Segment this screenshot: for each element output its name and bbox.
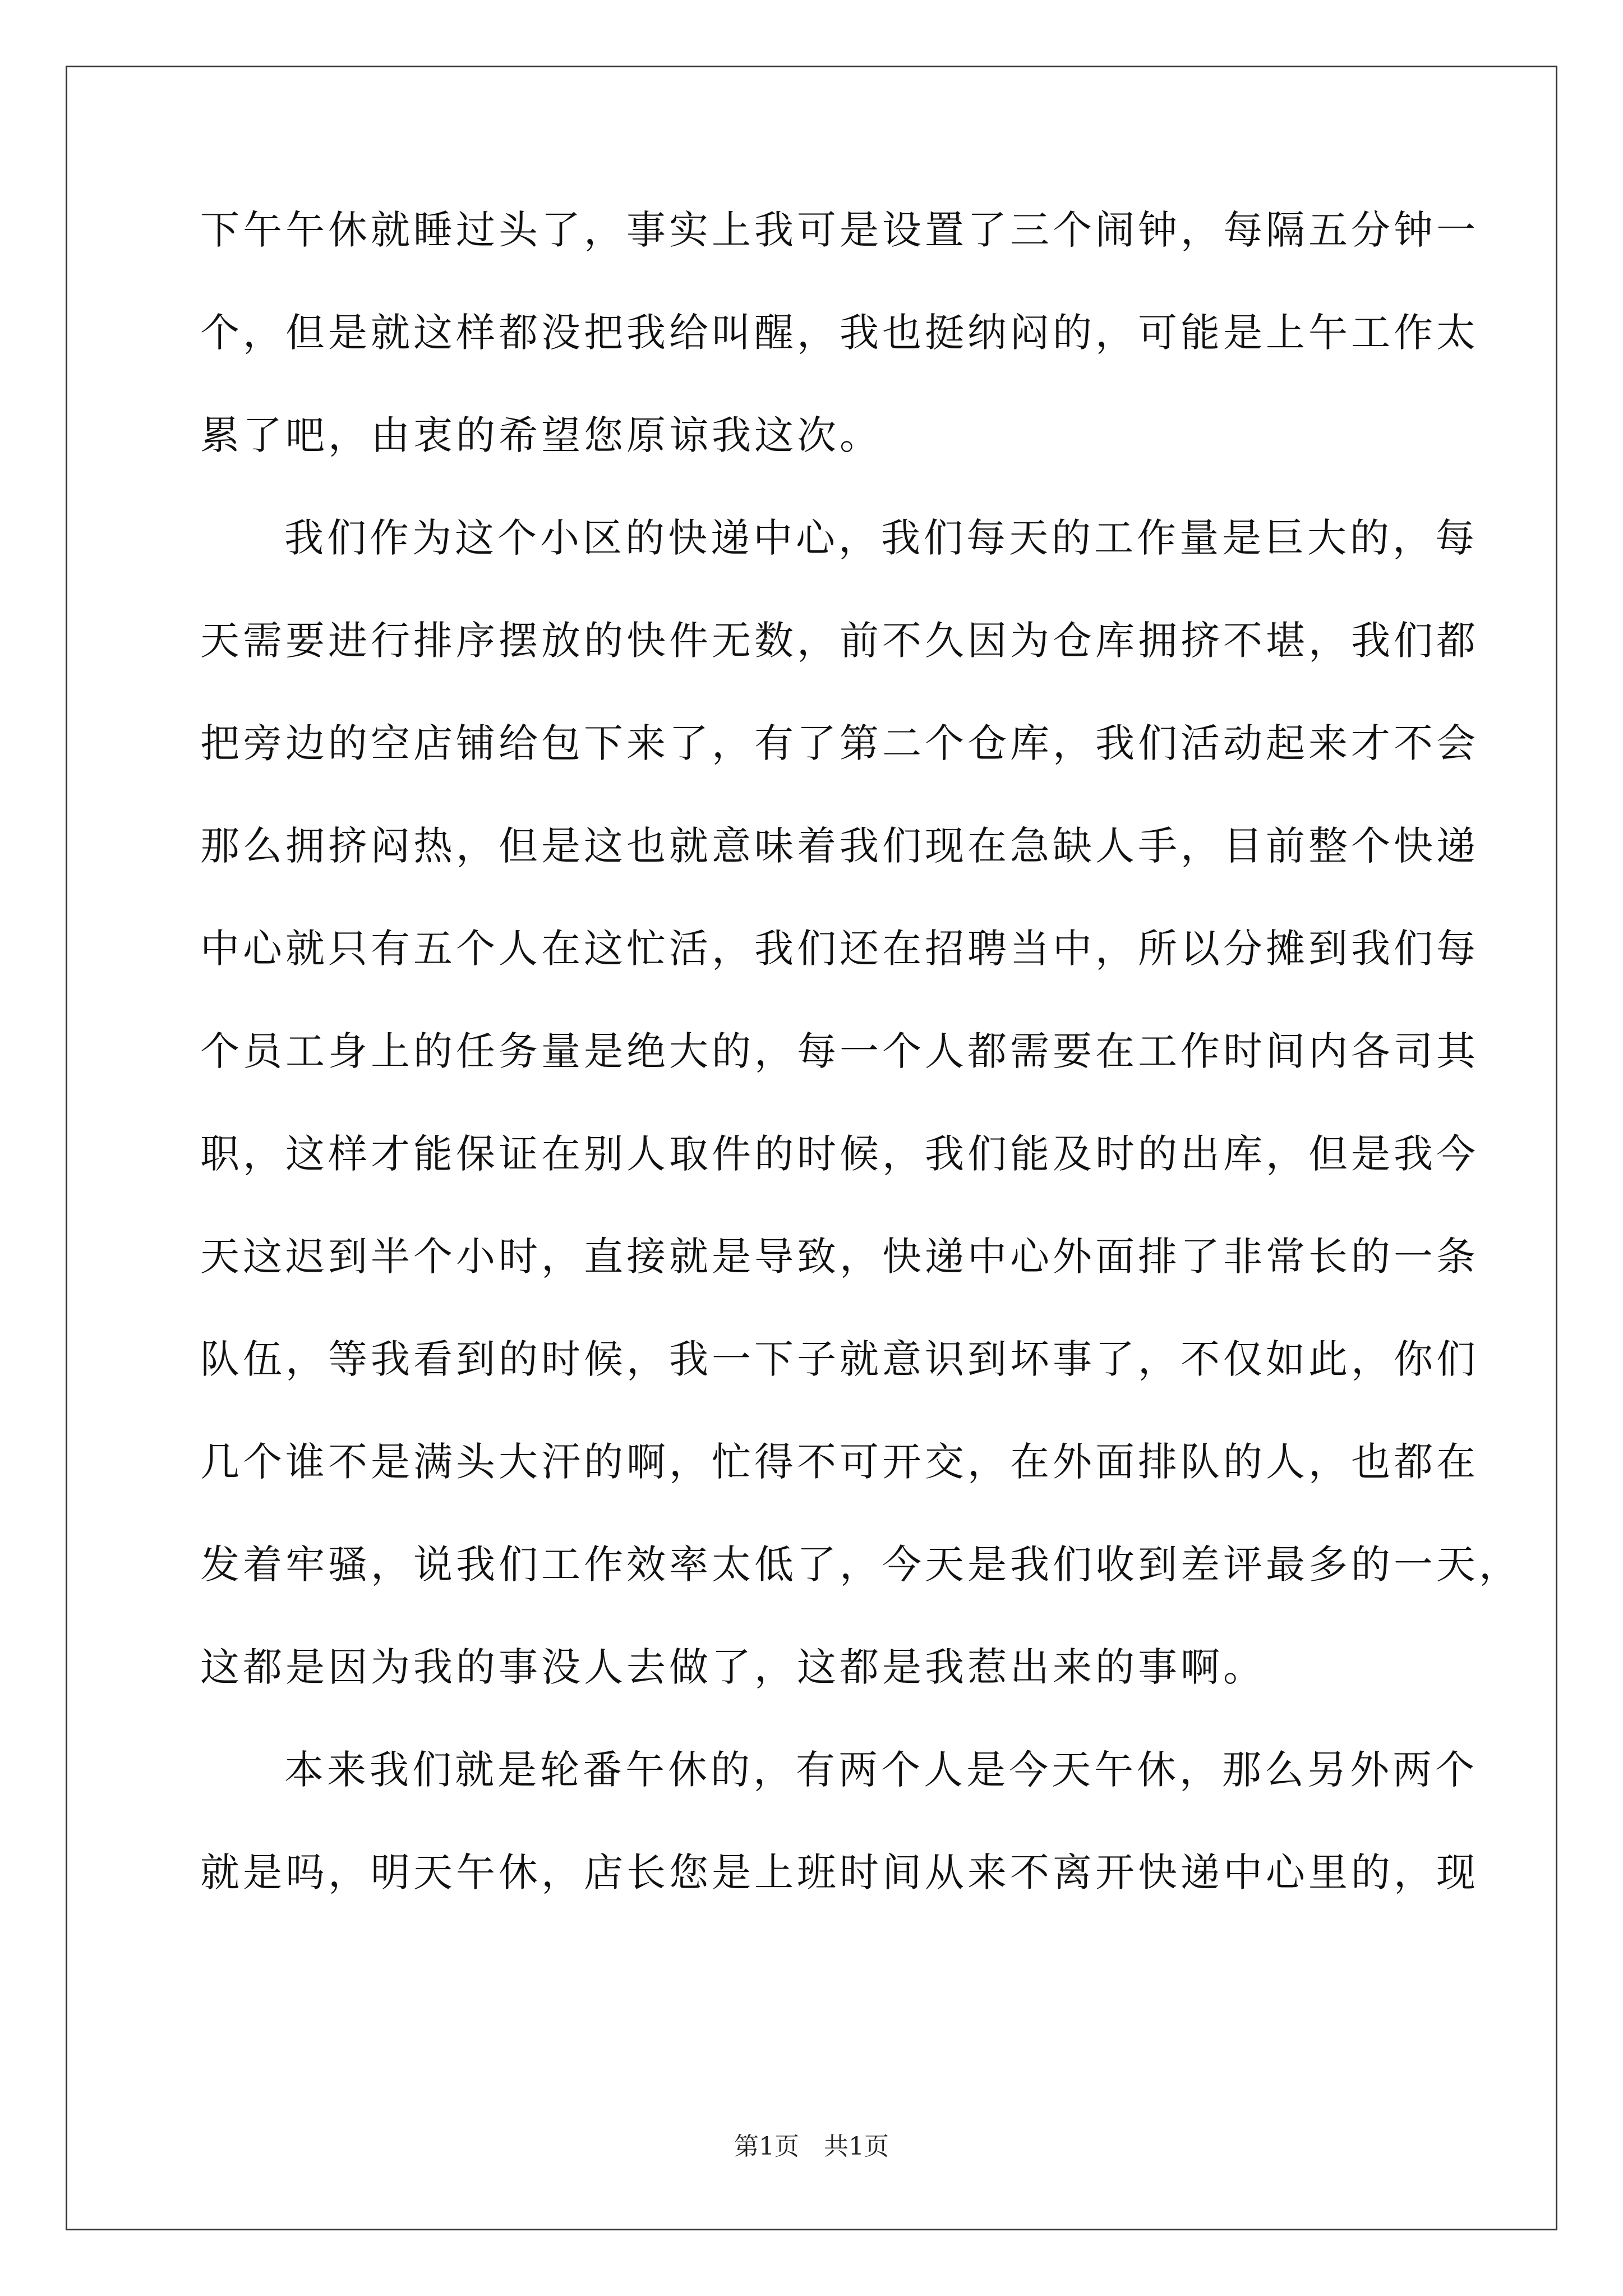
text-line-11: 天这迟到半个小时，直接就是导致，快递中心外面排了非常长的一条 [200, 1234, 1479, 1280]
text-line-1: 下午午休就睡过头了，事实上我可是设置了三个闹钟，每隔五分钟一 [200, 207, 1479, 253]
text-line-17: 就是吗，明天午休，店长您是上班时间从来不离开快递中心里的，现 [200, 1849, 1479, 1895]
text-line-2: 个，但是就这样都没把我给叫醒，我也挺纳闷的，可能是上午工作太 [200, 310, 1479, 356]
text-line-8: 中心就只有五个人在这忙活，我们还在招聘当中，所以分摊到我们每 [200, 926, 1479, 972]
page-number-footer: 第1页 共1页 [734, 2132, 889, 2161]
text-line-13: 几个谁不是满头大汗的啊，忙得不可开交，在外面排队的人，也都在 [200, 1439, 1479, 1485]
text-line-3: 累了吧，由衷的希望您原谅我这次。 [200, 412, 882, 458]
text-line-16: 本来我们就是轮番午休的，有两个人是今天午休，那么另外两个 [284, 1747, 1478, 1793]
document-body [200, 207, 1521, 1953]
text-line-5: 天需要进行排序摆放的快件无数，前不久因为仓库拥挤不堪，我们都 [200, 618, 1479, 664]
text-line-6: 把旁边的空店铺给包下来了，有了第二个仓库，我们活动起来才不会 [200, 720, 1479, 766]
text-line-7: 那么拥挤闷热，但是这也就意味着我们现在急缺人手，目前整个快递 [200, 823, 1479, 869]
text-line-12: 队伍，等我看到的时候，我一下子就意识到坏事了，不仅如此，你们 [200, 1336, 1479, 1382]
text-line-10: 职，这样才能保证在别人取件的时候，我们能及时的出库，但是我今 [200, 1131, 1479, 1177]
text-line-14: 发着牢骚，说我们工作效率太低了，今天是我们收到差评最多的一天， [200, 1542, 1521, 1588]
text-line-15: 这都是因为我的事没人去做了，这都是我惹出来的事啊。 [200, 1644, 1266, 1690]
text-line-4: 我们作为这个小区的快递中心，我们每天的工作量是巨大的，每 [284, 515, 1478, 561]
text-line-9: 个员工身上的任务量是绝大的，每一个人都需要在工作时间内各司其 [200, 1028, 1479, 1074]
